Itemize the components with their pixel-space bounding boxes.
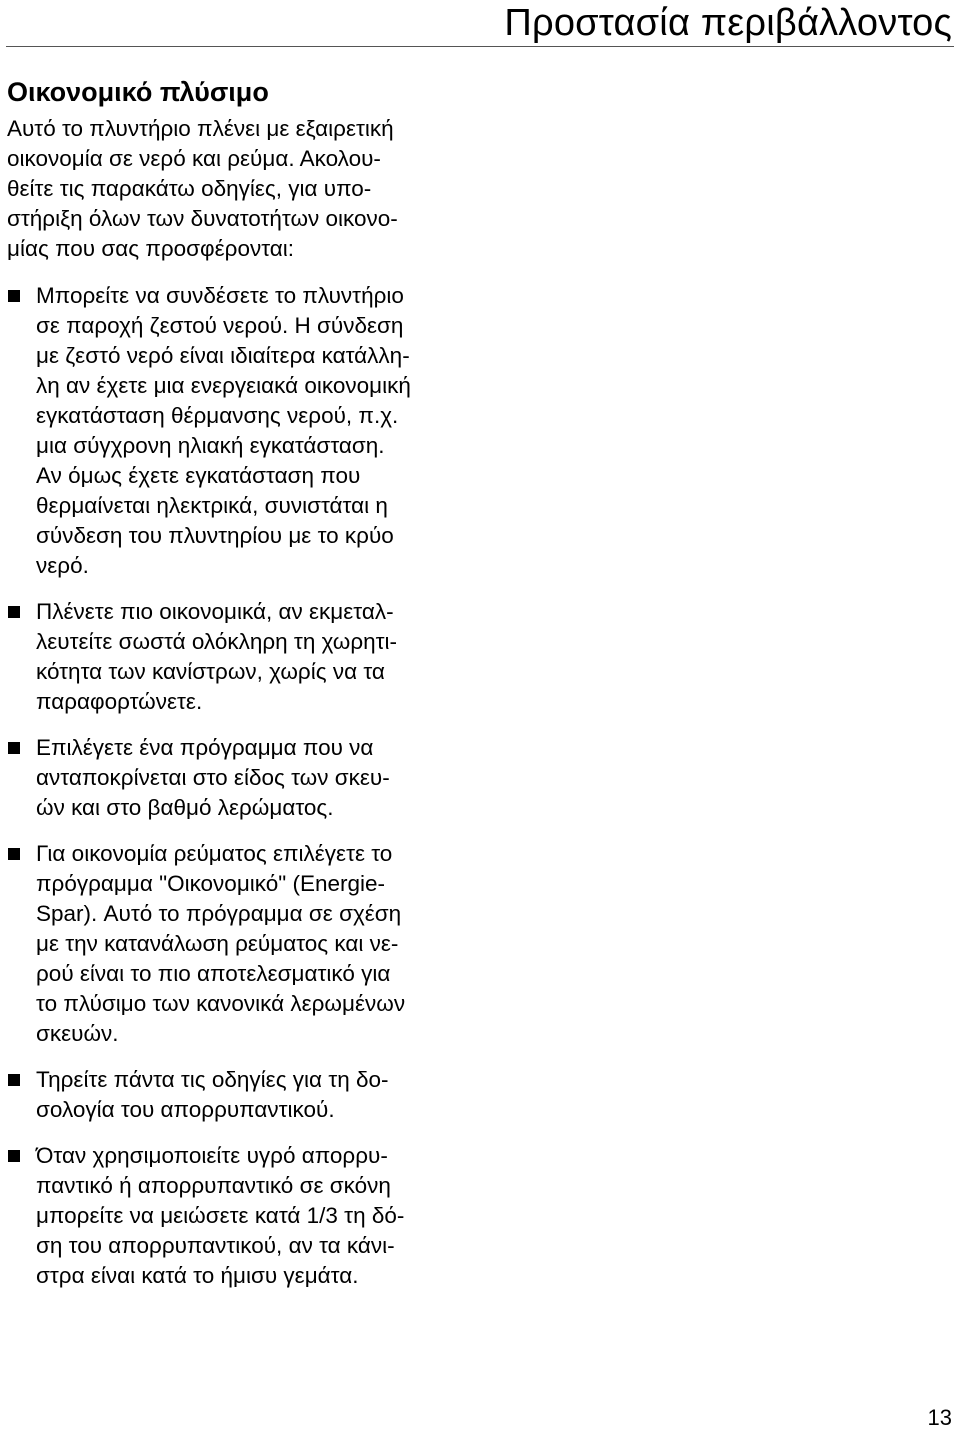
bullet-line: στρα είναι κατά το ήμισυ γεμάτα.: [36, 1263, 359, 1288]
bullet-line: λευτείτε σωστά ολόκληρη τη χωρητι-: [36, 629, 398, 654]
intro-line: στήριξη όλων των δυνατοτήτων οικονο-: [7, 206, 398, 231]
bullet-line: λη αν έχετε μια ενεργειακά οικονομική: [36, 373, 411, 398]
bullet-line: κότητα των κανίστρων, χωρίς να τα: [36, 659, 385, 684]
bullet-line: ών και στο βαθμό λερώματος.: [36, 795, 334, 820]
square-bullet-icon: [8, 742, 20, 754]
bullet-line: θερμαίνεται ηλεκτρικά, συνιστάται η: [36, 493, 388, 518]
bullet-line: το πλύσιμο των κανονικά λερωμένων: [36, 991, 406, 1016]
bullet-line: νερό.: [36, 553, 89, 578]
square-bullet-icon: [8, 1150, 20, 1162]
bullet-text: [36, 1065, 462, 1125]
bullet-item: [7, 733, 462, 823]
bullet-line: σε παροχή ζεστού νερού. Η σύνδεση: [36, 313, 404, 338]
header-divider: [6, 46, 954, 47]
intro-line: θείτε τις παρακάτω οδηγίες, για υπο-: [7, 176, 372, 201]
bullet-line: πρόγραμμα "Οικονομικό" (Energie-: [36, 871, 386, 896]
bullet-line: Πλένετε πιο οικονομικά, αν εκμεταλ-: [36, 599, 394, 624]
bullet-line: παντικό ή απορρυπαντικό σε σκόνη: [36, 1173, 391, 1198]
bullet-line: Επιλέγετε ένα πρόγραμμα που να: [36, 735, 374, 760]
square-bullet-icon: [8, 1074, 20, 1086]
bullet-item: [7, 1065, 462, 1125]
bullet-line: παραφορτώνετε.: [36, 689, 203, 714]
bullet-line: με ζεστό νερό είναι ιδιαίτερα κατάλλη-: [36, 343, 410, 368]
main-content: [7, 74, 462, 1307]
bullet-item: [7, 839, 462, 1049]
bullet-line: με την κατανάλωση ρεύματος και νε-: [36, 931, 399, 956]
intro-line: μίας που σας προσφέρονται:: [7, 236, 295, 261]
bullet-line: ανταποκρίνεται στο είδος των σκευ-: [36, 765, 390, 790]
section-title: Οικονομικό πλύσιμο: [7, 77, 269, 107]
bullet-line: Τηρείτε πάντα τις οδηγίες για τη δο-: [36, 1067, 389, 1092]
bullet-list: [7, 281, 462, 1291]
bullet-text: [36, 597, 462, 717]
bullet-line: ρού είναι το πιο αποτελεσματικό για: [36, 961, 391, 986]
page-number: 13: [927, 1405, 952, 1430]
bullet-item: [7, 1141, 462, 1291]
intro-line: Αυτό το πλυντήριο πλένει με εξαιρετική: [7, 116, 394, 141]
bullet-line: μπορείτε να μειώσετε κατά 1/3 τη δό-: [36, 1203, 405, 1228]
bullet-line: Μπορείτε να συνδέσετε το πλυντήριο: [36, 283, 404, 308]
bullet-line: σκευών.: [36, 1021, 119, 1046]
bullet-item: [7, 597, 462, 717]
bullet-line: Όταν χρησιμοποιείτε υγρό απορρυ-: [36, 1143, 388, 1168]
page-header-title: Προστασία περιβάλλοντος: [504, 2, 952, 44]
square-bullet-icon: [8, 290, 20, 302]
bullet-line: Spar). Αυτό το πρόγραμμα σε σχέση: [36, 901, 402, 926]
bullet-text: [36, 839, 462, 1049]
bullet-item: [7, 281, 462, 581]
square-bullet-icon: [8, 848, 20, 860]
bullet-line: εγκατάσταση θέρμανσης νερού, π.χ.: [36, 403, 399, 428]
bullet-line: σύνδεση του πλυντηρίου με το κρύο: [36, 523, 394, 548]
bullet-line: ση του απορρυπαντικού, αν τα κάνι-: [36, 1233, 395, 1258]
bullet-line: Αν όμως έχετε εγκατάσταση που: [36, 463, 361, 488]
bullet-text: [36, 1141, 462, 1291]
bullet-line: Για οικονομία ρεύματος επιλέγετε το: [36, 841, 393, 866]
bullet-text: [36, 733, 462, 823]
intro-line: οικονομία σε νερό και ρεύμα. Ακολου-: [7, 146, 381, 171]
intro-paragraph: [7, 114, 462, 264]
square-bullet-icon: [8, 606, 20, 618]
bullet-line: σολογία του απορρυπαντικού.: [36, 1097, 335, 1122]
bullet-text: [36, 281, 462, 581]
bullet-line: μια σύγχρονη ηλιακή εγκατάσταση.: [36, 433, 385, 458]
